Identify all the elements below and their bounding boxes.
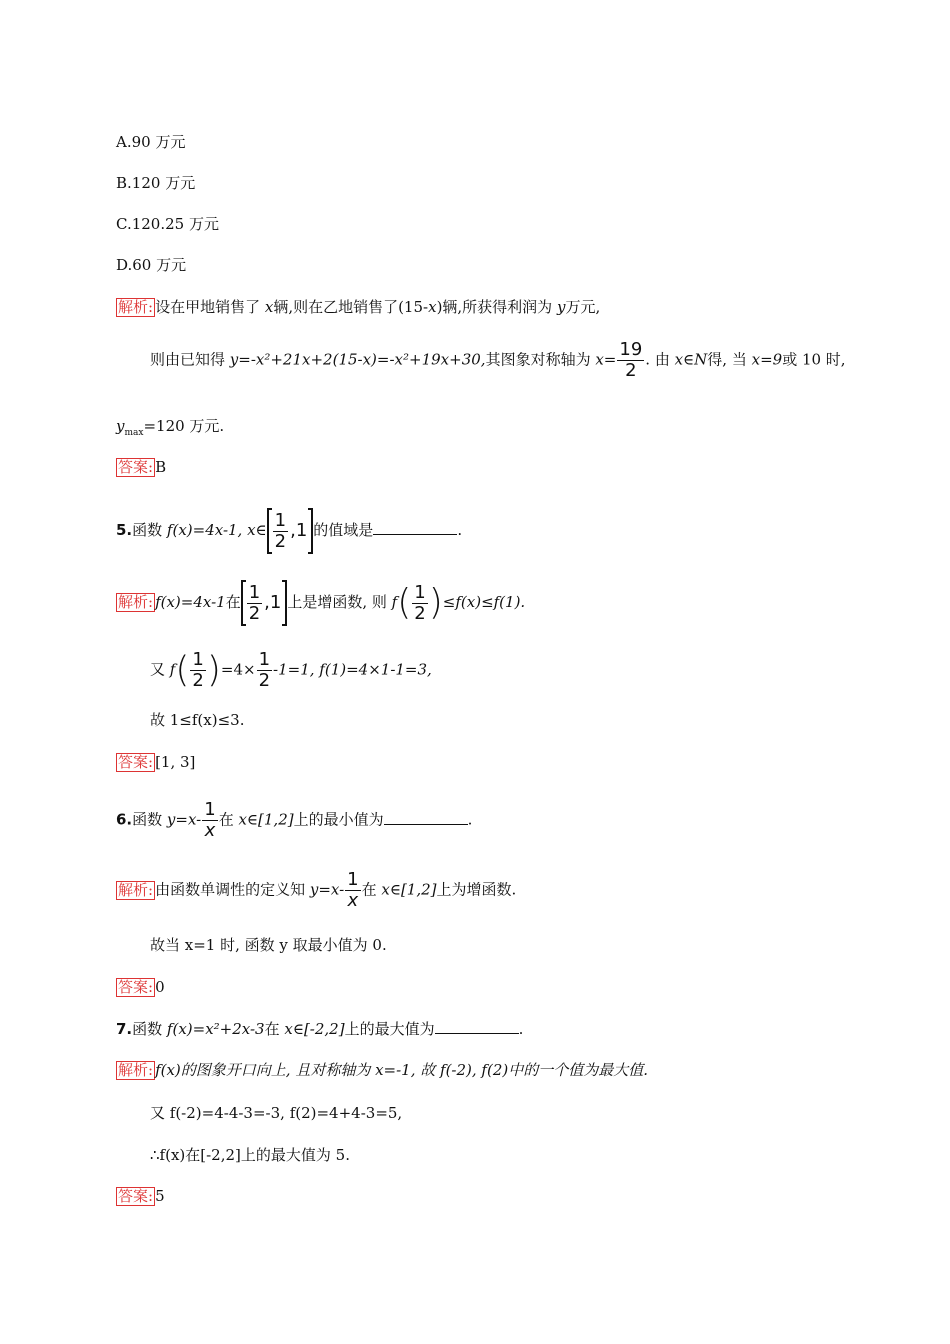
q6-answer: 答案: 0 — [118, 978, 165, 996]
option-c: C.120.25 万元 — [116, 215, 219, 233]
q7-analysis-line3: ∴f(x)在[-2,2]上的最大值为 5. — [150, 1146, 350, 1164]
fraction-19-2: $\frac{19}{2}$ — [619, 339, 643, 381]
q6-analysis-line1: 解析: 由函数单调性的定义知 y=x- $\frac{1}{x}$ 在 x∈[1,2]上为增函数. — [118, 869, 517, 911]
q7-answer: 答案: 5 — [118, 1187, 165, 1205]
q5-analysis-line3: 故 1≤f(x)≤3. — [150, 711, 245, 729]
analysis-label: 解析: — [118, 880, 154, 899]
q5-analysis-line2: 又 f( $\frac{1}{2}$ )=4× $\frac{1}{2}$ -1=1, f(1)=4×1-1=3, — [150, 649, 432, 691]
q5-analysis-line1: 解析: f(x)=4x-1在 $\frac{1}{2}$ ,1 上是增函数, 则 f( $\frac{1}{2}$ )≤f(x)≤f(1). — [116, 580, 525, 626]
q4-analysis-line2: 则由已知得 y=-x²+21x+2(15-x)=-x²+19x+30,其图象对称轴为 x= $\frac{19}{2}$ . 由 x∈N得, 当 x=9或 10 时, — [150, 339, 846, 381]
question-number: 6. — [116, 810, 133, 829]
analysis-label: 解析: — [118, 593, 154, 611]
answer-label: 答案: — [118, 1187, 154, 1205]
option-d: D.60 万元 — [116, 256, 187, 274]
answer-label: 答案: — [118, 978, 154, 996]
question-number: 7. — [116, 1020, 133, 1038]
answer-label: 答案: — [118, 753, 154, 771]
q4-answer: 答案: B — [118, 458, 167, 476]
q7-analysis-line1: 解析: f(x)的图象开口向上, 且对称轴为 x=-1, 故 f(-2), f(2)中的一个值为最大值. — [118, 1061, 648, 1079]
q4-analysis-line3: $y_{max}=120$ 万元. — [116, 417, 225, 438]
q4-profit-formula: y=-x²+21x+2(15-x)=-x²+19x+30, — [229, 350, 486, 369]
bracket-left — [267, 508, 272, 554]
q6-stem: 6.函数 y=x- $\frac{1}{x}$ 在 x∈[1,2]上的最小值为 . — [116, 799, 473, 841]
question-number: 5. — [116, 521, 133, 539]
q6-analysis-line2: 故当 x=1 时, 函数 y 取最小值为 0. — [150, 936, 387, 954]
option-a: A.90 万元 — [116, 133, 186, 151]
answer-blank — [435, 1019, 519, 1034]
answer-blank — [373, 520, 457, 535]
answer-blank — [384, 810, 468, 825]
analysis-label: 解析: — [118, 1061, 154, 1079]
fraction-1-x: $\frac{1}{x}$ — [204, 799, 216, 841]
answer-label: 答案: — [118, 458, 154, 476]
q5-stem: 5.函数 f(x)=4x-1, x∈ $\frac{1}{2}$ ,1 的值域是 . — [116, 508, 462, 554]
analysis-label: 解析: — [118, 298, 154, 316]
q7-analysis-line2: 又 f(-2)=4-4-3=-3, f(2)=4+4-3=5, — [150, 1104, 403, 1122]
q7-stem: 7.函数 f(x)=x²+2x-3在 x∈[-2,2]上的最大值为 . — [116, 1020, 524, 1038]
q5-answer: 答案: [1, 3] — [118, 753, 196, 771]
option-b: B.120 万元 — [116, 174, 196, 192]
q4-analysis-line1: 解析: 设在甲地销售了 x辆,则在乙地销售了(15-x)辆,所获得利润为 y万元, — [118, 298, 601, 316]
